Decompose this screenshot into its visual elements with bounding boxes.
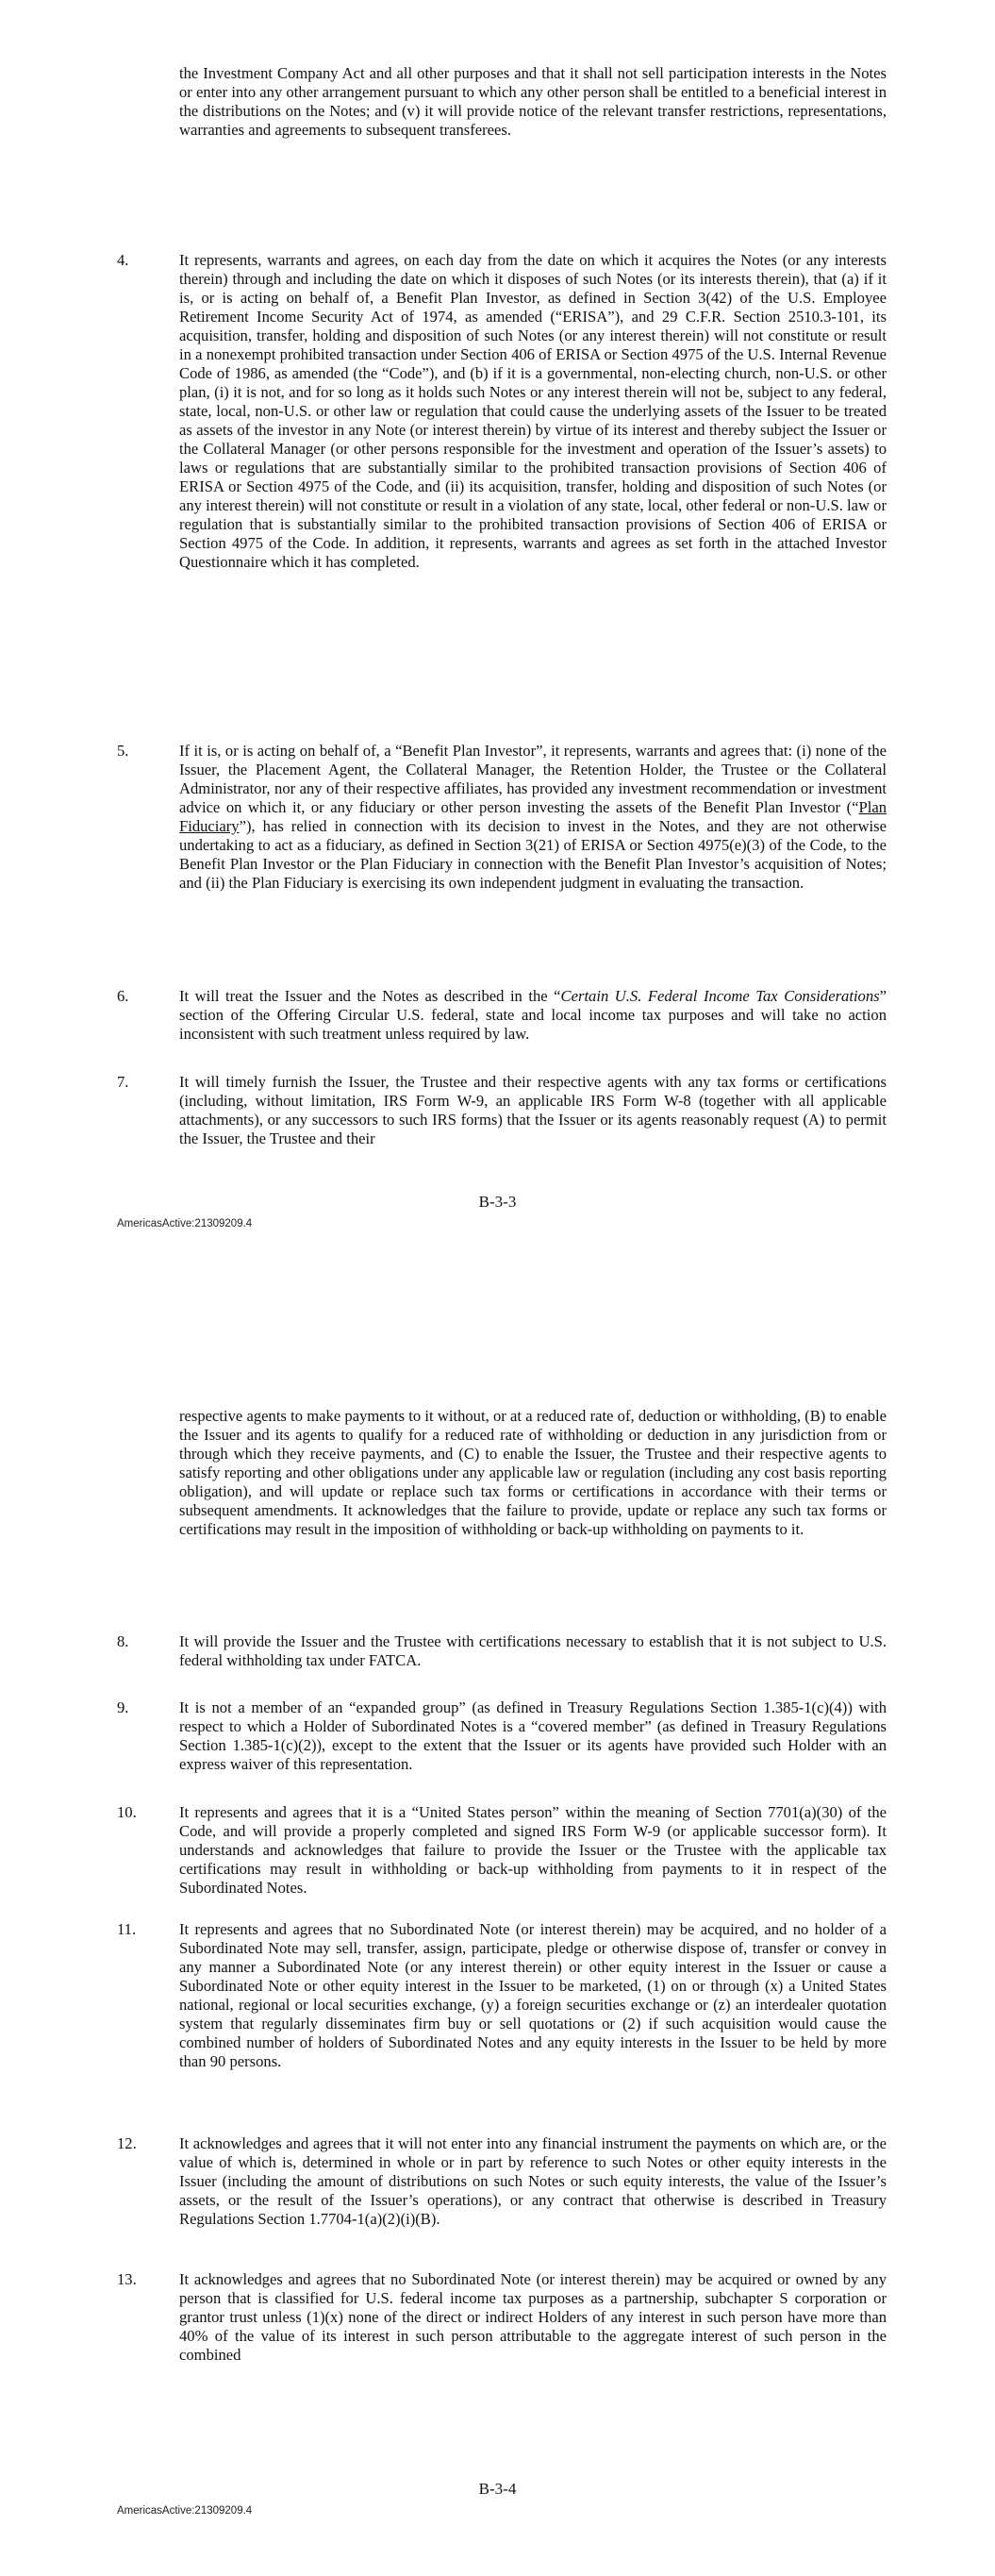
document-footer-id: AmericasActive:21309209.4 (117, 1218, 253, 1229)
document-footer-id: AmericasActive:21309209.4 (117, 2505, 253, 2517)
continuation-paragraph: the Investment Company Act and all other purposes and that it shall not sell participation interests in the Notes or enter into any other arrangement pursuant to which any other person shall be entitled to a beneficial interest in the distributions on the Notes; and (v) it will provide notice of the relevant transfer restrictions, representations, warranties and agreements to subsequent transferees. (179, 64, 887, 139)
item-text: It will provide the Issuer and the Trustee with certifications necessary to establish that it is not subject to U.S. federal withholding tax under FATCA. (179, 1632, 887, 1669)
item-text: It is not a member of an “expanded group” (as defined in Treasury Regulations Section 1.385-1(c)(4)) with respect to which a Holder of Subordinated Notes is a “covered member” (as defined in Treasury Regulations Section 1.385-1(c)(2)), except to the extent that the Issuer or its agents have provided such Holder with an express waiver of this representation. (179, 1698, 887, 1773)
list-item-13 (117, 2270, 887, 2365)
item-number: 13. (117, 2270, 137, 2288)
item-number: 6. (117, 987, 129, 1005)
document-page-2 (0, 1288, 995, 2576)
item-number: 10. (117, 1803, 137, 1821)
item-text: It acknowledges and agrees that it will not enter into any financial instrument the payments on which are, or the value of which is, determined in whole or in part by reference to such Notes or other equity interests in the Issuer (including the amount of distributions on such Notes or such equity interests, the value of the Issuer’s assets, or the result of the Issuer’s operations), or any contract that otherwise is described in Treasury Regulations Section 1.7704-1(a)(2)(i)(B). (179, 2134, 887, 2228)
page-number: B-3-3 (478, 1193, 517, 1211)
list-item-6 (117, 987, 887, 1044)
list-item-8 (117, 1632, 887, 1670)
item-text: It represents and agrees that no Subordinated Note (or interest therein) may be acquired, and no holder of a Subordinated Note may sell, transfer, assign, participate, pledge or otherwise dispose of, transfer or convey in any manner a Subordinated Note (or any interest therein) or other equity interest in the Issuer or cause a Subordinated Note or other equity interest in the Issuer to be marketed, (1) on or through (x) a United States national, regional or local securities exchange, (y) a foreign securities exchange or (z) an interdealer quotation system that regularly disseminates firm buy or sell quotations or (2) if such acquisition would cause the combined number of holders of Subordinated Notes and any equity interests in the Issuer to be held by more than 90 persons. (179, 1920, 887, 2070)
continuation-paragraph: respective agents to make payments to it without, or at a reduced rate of, deduction or withholding, (B) to enable the Issuer and its agents to qualify for a reduced rate of withholding or deduction in any jurisdiction from or through which they receive payments, and (C) to enable the Issuer, the Trustee and their respective agents to satisfy reporting and other obligations under any applicable law or regulation (including any cost basis reporting obligation), and will update or replace such tax forms or certifications in accordance with their terms or subsequent amendments. It acknowledges that the failure to provide, update or replace any such tax forms or certifications may result in the imposition of withholding or back-up withholding on payments to it. (179, 1407, 887, 1538)
item-number: 12. (117, 2134, 137, 2152)
item-number: 7. (117, 1073, 129, 1091)
list-item-9 (117, 1698, 887, 1774)
item-text: It represents, warrants and agrees, on each day from the date on which it acquires the Notes (or any interests therein) through and including the date on which it disposes of such Notes (or its interests therein), that (a) if it is, or is acting on behalf of, a Benefit Plan Investor, as defined in Section 3(42) of the U.S. Employee Retirement Income Security Act of 1974, as amended (“ERISA”), and 29 C.F.R. Section 2510.3-101, its acquisition, transfer, holding and disposition of such Notes (or any interest therein) will not constitute or result in a nonexempt prohibited transaction under Section 406 of ERISA or Section 4975 of the U.S. Internal Revenue Code of 1986, as amended (the “Code”), and (b) if it is a governmental, non-electing church, non-U.S. or other plan, (i) it is not, and for so long as it holds such Notes or any interest therein will not be, subject to any federal, state, local, non-U.S. or other law or regulation that could cause the underlying assets of the Issuer to be treated as assets of the investor in any Note (or interest therein) by virtue of its interest and thereby subject the Issuer or the Collateral Manager (or other persons responsible for the investment and operation of the Issuer’s assets) to laws or regulations that are substantially similar to the prohibited transaction provisions of Section 406 of ERISA or Section 4975 of the Code, and (ii) its acquisition, transfer, holding and disposition of such Notes (or any interest therein) will not constitute or result in a violation of any state, local, other federal or non-U.S. law or regulation that is substantially similar to the prohibited transaction provisions of Section 406 of ERISA or Section 4975 of the Code. In addition, it represents, warrants and agrees as set forth in the attached Investor Questionnaire which it has completed. (179, 251, 887, 571)
defined-term-plan-fiduciary: Plan Fiduciary (179, 798, 887, 835)
item-text: It represents and agrees that it is a “United States person” within the meaning of Section 7701(a)(30) of the Code, and will provide a properly completed and signed IRS Form W-9 (or applicable successor form). It understands and acknowledges that failure to provide the Issuer or the Trustee with the applicable tax certifications may result in withholding or back-up withholding from payments to it in respect of the Subordinated Notes. (179, 1803, 887, 1897)
list-item-10 (117, 1803, 887, 1898)
list-item-4 (117, 251, 887, 572)
item-text: It acknowledges and agrees that no Subordinated Note (or interest therein) may be acquired or owned by any person that is classified for U.S. federal income tax purposes as a partnership, subchapter S corporation or grantor trust unless (1)(x) none of the direct or indirect Holders of any interest in such person have more than 40% of the value of its interest in such person attributable to the aggregate interest of such person in the combined (179, 2270, 887, 2364)
list-item-5 (117, 742, 887, 893)
item-number: 5. (117, 742, 129, 760)
item-number: 4. (117, 251, 129, 269)
item-number: 11. (117, 1920, 137, 1938)
item-text: It will timely furnish the Issuer, the Trustee and their respective agents with any tax forms or certifications (including, without limitation, IRS Form W-9, an applicable IRS Form W-8 (together with all applicable attachments), or any successors to such IRS forms) that the Issuer or its agents reasonably request (A) to permit the Issuer, the Trustee and their (179, 1073, 887, 1147)
item-number: 8. (117, 1632, 129, 1650)
item-number: 9. (117, 1698, 129, 1716)
list-item-7 (117, 1073, 887, 1148)
list-item-11 (117, 1920, 887, 2071)
page-number: B-3-4 (478, 2480, 517, 2498)
section-reference: Certain U.S. Federal Income Tax Considerations (560, 987, 880, 1005)
item-text: If it is, or is acting on behalf of, a “Benefit Plan Investor”, it represents, warrants and agrees that: (i) none of the Issuer, the Placement Agent, the Collateral Manager, the Retention Holder, the Trustee or the Collateral Administrator, nor any of their respective affiliates, has provided any investment recommendation or investment advice on which it, or any fiduciary or other person investing the assets of the Benefit Plan Investor (“Plan Fiduciary”), has relied in connection with its decision to invest in the Notes, and they are not otherwise undertaking to act as a fiduciary, as defined in Section 3(21) of ERISA or Section 4975(e)(3) of the Code, to the Benefit Plan Investor or the Plan Fiduciary in connection with the Benefit Plan Investor’s acquisition of Notes; and (ii) the Plan Fiduciary is exercising its own independent judgment in evaluating the transaction. (179, 742, 887, 892)
list-item-12 (117, 2134, 887, 2229)
item-text: It will treat the Issuer and the Notes as described in the “Certain U.S. Federal Income Tax Considerations” section of the Offering Circular U.S. federal, state and local income tax purposes and will take no action inconsistent with such treatment unless required by law. (179, 987, 887, 1043)
